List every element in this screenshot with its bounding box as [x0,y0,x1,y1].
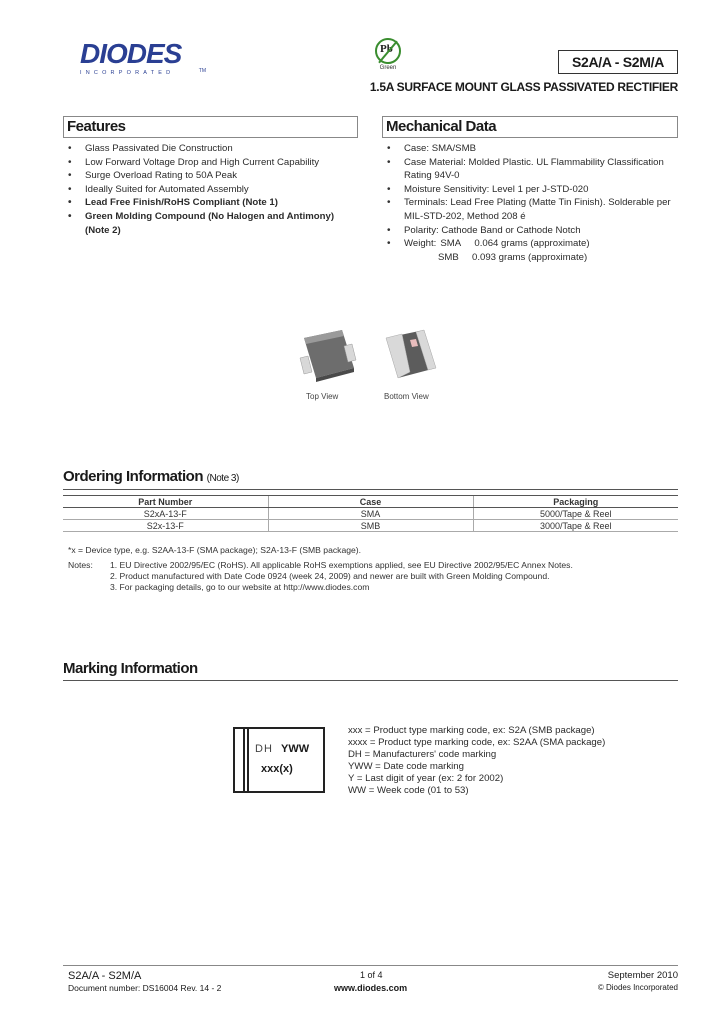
mechanical-list [382,142,682,264]
weight-label: • Weight: [404,238,437,250]
marking-package-diagram [233,727,325,793]
logo-trademark: TM [198,68,206,74]
top-view-caption: Top View [306,392,339,401]
table-cell: 3000/Tape & Reel [473,520,678,532]
table-row [63,508,678,520]
case-material-text: Case Material: Molded Plastic. UL Flammability Classification [404,156,664,168]
case-material-rating: Rating 94V-0 [404,170,460,182]
ordering-divider [63,489,678,490]
logo-subtext: INCORPORATED [80,70,175,76]
weight-smb-key: SMB [438,251,459,263]
list-item [382,156,682,183]
col-header-case: Case [268,496,473,508]
weight-sma-key: SMA [440,238,462,250]
part-number-box: S2A/A - S2M/A [558,50,678,74]
table-cell: S2x-13-F [63,520,268,532]
legend-item: WW = Week code (01 to 53) [348,784,469,796]
footer-part-number: S2A/A - S2M/A [68,970,142,982]
weight-smb-value: 0.093 grams (approximate) [472,251,588,263]
logo-text: DIODES [80,38,182,69]
ordering-footnote: *x = Device type, e.g. S2AA-13-F (SMA package); S2A-13-F (SMB package). [68,545,362,555]
list-item: • Glass Passivated Die Construction [63,142,363,156]
footer-document-number: Document number: DS16004 Rev. 14 - 2 [68,983,222,993]
list-item [382,224,682,238]
ordering-notes [68,560,573,593]
cathode-band [243,729,249,791]
footer-copyright: © Diodes Incorporated [597,983,678,992]
table-cell: 5000/Tape & Reel [473,508,678,520]
pb-label: Green [379,65,397,71]
document-subtitle: 1.5A SURFACE MOUNT GLASS PASSIVATED RECTIFIER [369,80,678,94]
note-item: 1. EU Directive 2002/95/EC (RoHS). All applicable RoHS exemptions applied, see EU Directive 2002/95/EC Annex Notes. [110,560,573,570]
ordering-title-note: (Note 3) [206,473,239,484]
marking-divider [63,680,678,681]
marking-xxx: xxx(x) [261,763,293,775]
list-item [382,183,682,197]
list-item: • Surge Overload Rating to 50A Peak [63,169,363,183]
list-item: • Low Forward Voltage Drop and High Current Capability [63,156,363,170]
table-header-row [63,496,678,508]
ordering-title-text: Ordering Information [63,468,203,485]
pb-free-green-icon [372,38,404,72]
features-title: Features [67,118,126,135]
footer-website-link[interactable]: www.diodes.com [334,983,408,993]
table-cell: SMA [268,508,473,520]
list-item: • Lead Free Finish/RoHS Compliant (Note 1) [63,196,363,210]
footer-date: September 2010 [607,970,678,981]
package-top-view-image [298,328,358,384]
diodes-logo [80,40,210,84]
list-item: • Ideally Suited for Automated Assembly [63,183,363,197]
marking-legend [348,725,605,796]
footer-page-number: 1 of 4 [360,970,383,980]
marking-yww: YWW [281,743,310,755]
legend-item: DH = Manufacturers' code marking [348,748,497,760]
pb-symbol: Pb [380,43,393,55]
col-header-part-number: Part Number [63,496,268,508]
col-header-packaging: Packaging [473,496,678,508]
bottom-view-caption: Bottom View [384,392,429,401]
marking-dh: DH [255,743,273,755]
note-item: 3. For packaging details, go to our website at http://www.diodes.com [110,582,370,592]
legend-item: xxxx = Product type marking code, ex: S2AA (SMA package) [348,736,606,748]
case-text: Case: SMA/SMB [404,143,476,154]
weight-sma-value: 0.064 grams (approximate) [474,238,590,250]
list-item [382,237,682,264]
table-row [63,520,678,532]
polarity-text: Polarity: Cathode Band or Cathode Notch [404,224,581,236]
pb-circle [375,38,401,64]
list-item: • Green Molding Compound (No Halogen and Antimony) [63,210,363,224]
ordering-table [63,495,678,532]
legend-item: Y = Last digit of year (ex: 2 for 2002) [348,772,504,784]
terminals-text: Terminals: Lead Free Plating (Matte Tin Finish). Solderable per [404,197,671,209]
list-item [382,196,682,223]
table-cell: S2xA-13-F [63,508,268,520]
mechanical-title: Mechanical Data [386,118,497,135]
legend-item: xxx = Product type marking code, ex: S2A (SMB package) [348,725,595,736]
moisture-text: Moisture Sensitivity: Level 1 per J-STD-020 [404,183,589,195]
table-cell: SMB [268,520,473,532]
ordering-title [63,468,239,485]
footer-divider [63,965,678,966]
list-item: (Note 2) [85,224,121,236]
list-item [382,142,682,156]
package-bottom-view-image [380,328,440,384]
features-list [63,142,363,237]
terminals-method: MIL-STD-202, Method 208 é [404,210,526,222]
notes-label: Notes: [68,560,93,570]
note-item: 2. Product manufactured with Date Code 0924 (week 24, 2009) and newer are built with Green Molding Compound. [110,571,550,581]
marking-title: Marking Information [63,660,198,677]
legend-item: YWW = Date code marking [348,760,464,772]
